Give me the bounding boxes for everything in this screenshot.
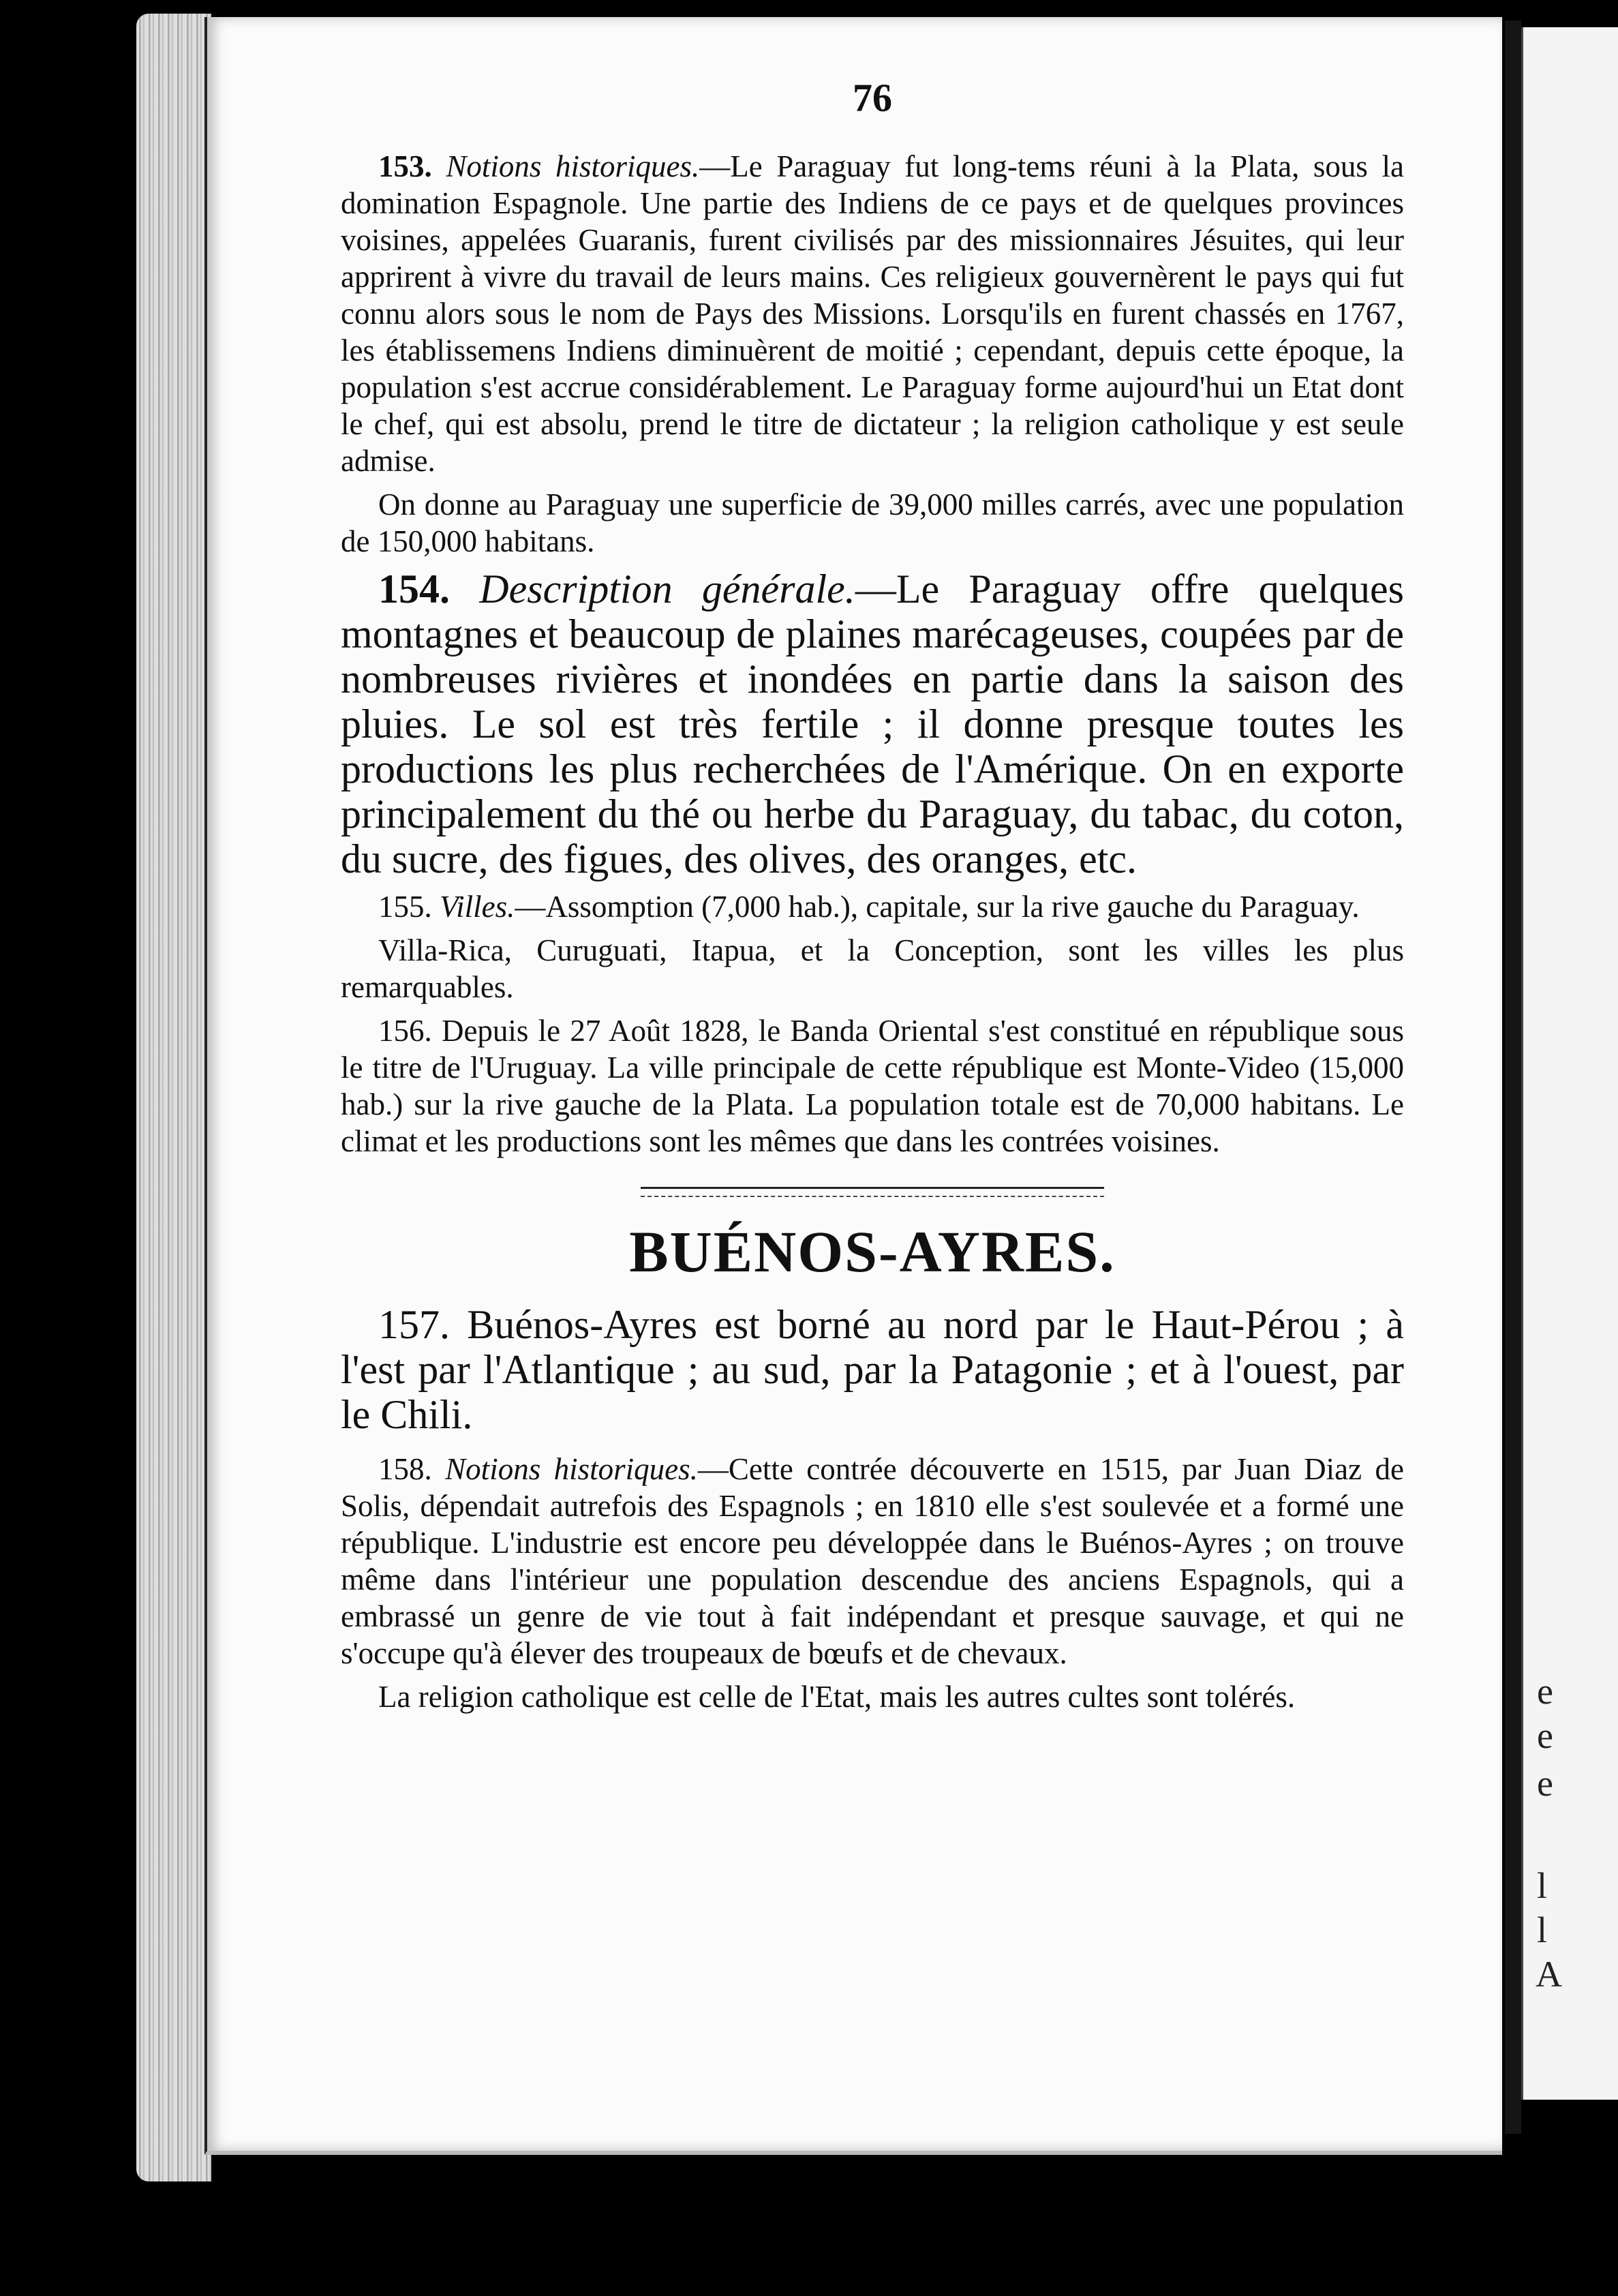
- paragraph-text: Cette contrée découverte en 1515, par Juan Diaz de Solis, dépendait autrefois des Espagnols ; en 1810 elle s'est soulevée et a formé une république. L'industrie est encore peu développée dans le Buénos-Ayres ; on trouve même dans l'intérieur une population descendue des anciens Espagnols, qui a embrassé un genre de vie tout à fait indépendant et presque sauvage, et qui ne s'occupe qu'à élever des troupeaux de bœufs et de chevaux.: [341, 1452, 1405, 1670]
- paragraph-154: [341, 567, 1404, 881]
- paragraph-religion: [341, 1678, 1404, 1715]
- paragraph-heading: Notions historiques.: [446, 149, 700, 183]
- paragraph-heading: Villes.: [440, 890, 515, 924]
- page-edge-shadow: [1505, 20, 1521, 2134]
- next-page-fragment: e: [1537, 1715, 1553, 1756]
- paragraph-text: La religion catholique est celle de l'Etat, mais les autres cultes sont tolérés.: [378, 1680, 1296, 1714]
- paragraph-157: [341, 1302, 1404, 1437]
- next-page-edge: [1521, 27, 1618, 2100]
- em-dash: —: [699, 149, 731, 183]
- next-page-fragment: l: [1537, 1909, 1548, 1950]
- paragraph-156: [341, 1012, 1404, 1160]
- em-dash: —: [697, 1452, 729, 1486]
- paragraph-heading: Notions historiques.: [445, 1452, 698, 1486]
- em-dash: —: [855, 567, 896, 611]
- next-page-fragment: l: [1537, 1865, 1548, 1906]
- decorative-rule: [641, 1187, 1104, 1197]
- paragraph-number: 157.: [378, 1302, 450, 1347]
- section-heading: BUÉNOS-AYRES.: [629, 1219, 1116, 1284]
- paragraph-number: 153.: [378, 149, 432, 183]
- paragraph-number: 154.: [378, 567, 450, 611]
- paragraph-text: Villa-Rica, Curuguati, Itapua, et la Conception, sont les villes les plus remarquables.: [341, 933, 1404, 1004]
- page-content: [341, 75, 1404, 1715]
- paragraph-text: Buénos-Ayres est borné au nord par le Haut-Pérou ; à l'est par l'Atlantique ; au sud, par la Patagonie ; et à l'ouest, par le Chili.: [341, 1302, 1404, 1437]
- paragraph-text: Le Paraguay fut long-tems réuni à la Plata, sous la domination Espagnole. Une partie des Indiens de ce pays et de quelques provinces voisines, appelées Guaranis, furent civilisés par des missionnaires Jésuites, qui leur apprirent à vivre du travail de leurs mains. Ces religieux gouvernèrent le pays qui fut connu alors sous le nom de Pays des Missions. Lorsqu'ils en furent chassés en 1767, les établissemens Indiens diminuèrent de moitié ; cependant, depuis cette époque, la population s'est accrue considérablement. Le Paraguay forme aujourd'hui un Etat dont le chef, qui est absolu, prend le titre de dictateur ; la religion catholique y est seule admise.: [341, 149, 1404, 478]
- paragraph-text: Le Paraguay offre quelques montagnes et beaucoup de plaines marécageuses, coupées par de nombreuses rivières et inondées en partie dans la saison des pluies. Le sol est très fertile ; il donne presque toutes les productions les plus recherchées de l'Amérique. On en exporte principalement du thé ou herbe du Paraguay, du tabac, du coton, du sucre, des figues, des olives, des oranges, etc.: [341, 567, 1404, 881]
- paragraph-heading: Description générale.: [479, 567, 855, 611]
- next-page-fragment: e: [1537, 1671, 1553, 1712]
- paragraph-number: 155.: [378, 890, 432, 924]
- paragraph-153: [341, 148, 1404, 479]
- paragraph-158: [341, 1451, 1404, 1672]
- paragraph-text: Assomption (7,000 hab.), capitale, sur la rive gauche du Paraguay.: [545, 890, 1360, 924]
- paragraph-text: Depuis le 27 Août 1828, le Banda Oriental s'est constitué en république sous le titre de l'Uruguay. La ville principale de cette république est Monte-Video (15,000 hab.) sur la rive gauche de la Plata. La population totale est de 70,000 habitans. Le climat et les productions sont les mêmes que dans les contrées voisines.: [341, 1014, 1404, 1158]
- paragraph-number: 158.: [378, 1452, 432, 1486]
- next-page-fragment: A: [1536, 1954, 1562, 1995]
- next-page-fragment: e: [1537, 1763, 1553, 1804]
- book-gutter: [136, 14, 211, 2181]
- page-number: 76: [853, 76, 892, 120]
- em-dash: —: [515, 890, 546, 924]
- paragraph-villes-list: [341, 932, 1404, 1006]
- paragraph-area-population: [341, 486, 1404, 560]
- paragraph-text: On donne au Paraguay une superficie de 39,000 milles carrés, avec une population de 150,000 habitans.: [341, 487, 1404, 558]
- paragraph-number: 156.: [378, 1014, 432, 1048]
- paragraph-155: [341, 888, 1404, 925]
